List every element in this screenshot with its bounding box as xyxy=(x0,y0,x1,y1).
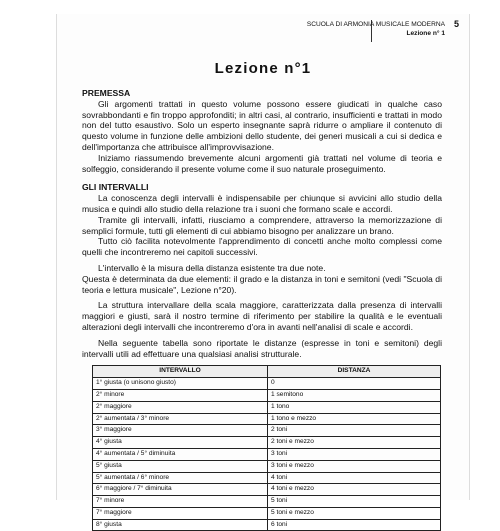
distance-cell: 4 toni e mezzo xyxy=(268,484,441,496)
table-row xyxy=(93,401,441,413)
table-row xyxy=(93,519,441,531)
intervalli-heading: GLI INTERVALLI xyxy=(82,182,149,193)
table-row xyxy=(93,448,441,460)
distance-cell: 3 toni e mezzo xyxy=(268,460,441,472)
interval-cell: 6° maggiore / 7° diminuita xyxy=(93,484,268,496)
interval-cell: 4° giusta xyxy=(93,437,268,449)
premessa-paragraph-1: Gli argomenti trattati in questo volume possono essere giudicati in qualche caso sovrabbondanti e fin troppo approfonditi; in altri casi, al contrario, insufficienti e trattati in modo non del tutto esaustivo. Solo un esperto insegnante saprà ridurre o ampliare il contenuto di questo volume in funzione delle ambizioni dello studente, dei generi musicali a cui si dedica e dell'importanza che attribuisce all'improvvisazione. xyxy=(82,98,442,152)
distance-cell: 2 toni e mezzo xyxy=(268,437,441,449)
intervalli-paragraph-3: Tutto ciò facilita notevolmente l'apprendimento di concetti anche molto complessi come quelli che incontreremo nei capitoli successivi. xyxy=(82,236,442,258)
interval-cell: 4° aumentata / 5° diminuita xyxy=(93,448,268,460)
premessa-paragraph-2: Iniziamo riassumendo brevemente alcuni argomenti già trattati nel volume di teoria e solfeggio, considerando il presente volume come il suo naturale proseguimento. xyxy=(82,152,442,174)
distance-cell: 1 tono xyxy=(268,401,441,413)
intervalli-paragraph-4b: Questa è determinata da due elementi: il grado e la distanza in toni e semitoni (vedi "Scuola di teoria e lettura musicale", Lezione n°20). xyxy=(82,273,442,295)
table-row xyxy=(93,378,441,390)
header-lesson: Lezione n° 1 xyxy=(406,30,445,37)
intervalli-paragraph-5: La struttura intervallare della scala maggiore, caratterizzata dalla presenza di intervalli maggiori e giusti, sarà il nostro termine di riferimento per stabilire la qualità e le eventuali alterazioni degli intervalli che incontreremo d'ora in avanti nell'analisi di scale e accordi. xyxy=(82,300,442,332)
table-row xyxy=(93,496,441,508)
distance-cell: 4 toni xyxy=(268,472,441,484)
interval-cell: 5° aumentata / 6° minore xyxy=(93,472,268,484)
table-row xyxy=(93,460,441,472)
table-row xyxy=(93,472,441,484)
distance-cell: 3 toni xyxy=(268,448,441,460)
book-page xyxy=(57,14,469,528)
table-row xyxy=(93,413,441,425)
interval-cell: 2° aumentata / 3° minore xyxy=(93,413,268,425)
interval-cell: 3° maggiore xyxy=(93,425,268,437)
intervals-table xyxy=(92,365,441,531)
table-row xyxy=(93,389,441,401)
interval-cell: 7° maggiore xyxy=(93,507,268,519)
distance-cell: 2 toni xyxy=(268,425,441,437)
interval-cell: 2° minore xyxy=(93,389,268,401)
distance-cell: 5 toni xyxy=(268,496,441,508)
interval-cell: 7° minore xyxy=(93,496,268,508)
table-header-row xyxy=(93,366,441,378)
interval-cell: 1° giusta (o unisono giusto) xyxy=(93,378,268,390)
interval-cell: 5° giusta xyxy=(93,460,268,472)
table-row xyxy=(93,437,441,449)
lesson-title: Lezione n°1 xyxy=(214,60,312,77)
intervalli-paragraph-2: Tramite gli intervalli, infatti, riusciamo a comprendere, attraverso la memorizzazione di semplici formule, tutti gli elementi di cui abbiamo bisogno per analizzare un brano. xyxy=(82,214,442,236)
page-body xyxy=(82,88,442,531)
table-row xyxy=(93,425,441,437)
distance-cell: 1 tono e mezzo xyxy=(268,413,441,425)
page-number: 5 xyxy=(453,19,459,29)
running-header xyxy=(306,19,459,38)
intervalli-paragraph-1: La conoscenza degli intervalli è indispensabile per chiunque si avvicini allo studio della musica e quindi allo studio della relazione tra i suoni che formano scale e accordi. xyxy=(82,193,442,214)
distance-cell: 0 xyxy=(268,378,441,390)
distance-cell: 5 toni e mezzo xyxy=(268,507,441,519)
header-series: SCUOLA DI ARMONIA MUSICALE MODERNA xyxy=(306,21,445,28)
premessa-heading: PREMESSA xyxy=(82,88,131,98)
column-header-distanza: DISTANZA xyxy=(268,366,441,378)
intervalli-paragraph-4a: L'intervallo è la misura della distanza esistente tra due note. xyxy=(98,262,326,273)
intervalli-paragraph-6: Nella seguente tabella sono riportate le distanze (espresse in toni e semitoni) degli intervalli utili ad effettuare una qualsiasi analisi strutturale. xyxy=(82,337,442,359)
table-row xyxy=(93,484,441,496)
interval-cell: 8° giusta xyxy=(93,519,268,531)
column-header-intervallo: INTERVALLO xyxy=(93,366,268,378)
table-row xyxy=(93,507,441,519)
distance-cell: 6 toni xyxy=(268,519,441,531)
interval-cell: 2° maggiore xyxy=(93,401,268,413)
distance-cell: 1 semitono xyxy=(268,389,441,401)
